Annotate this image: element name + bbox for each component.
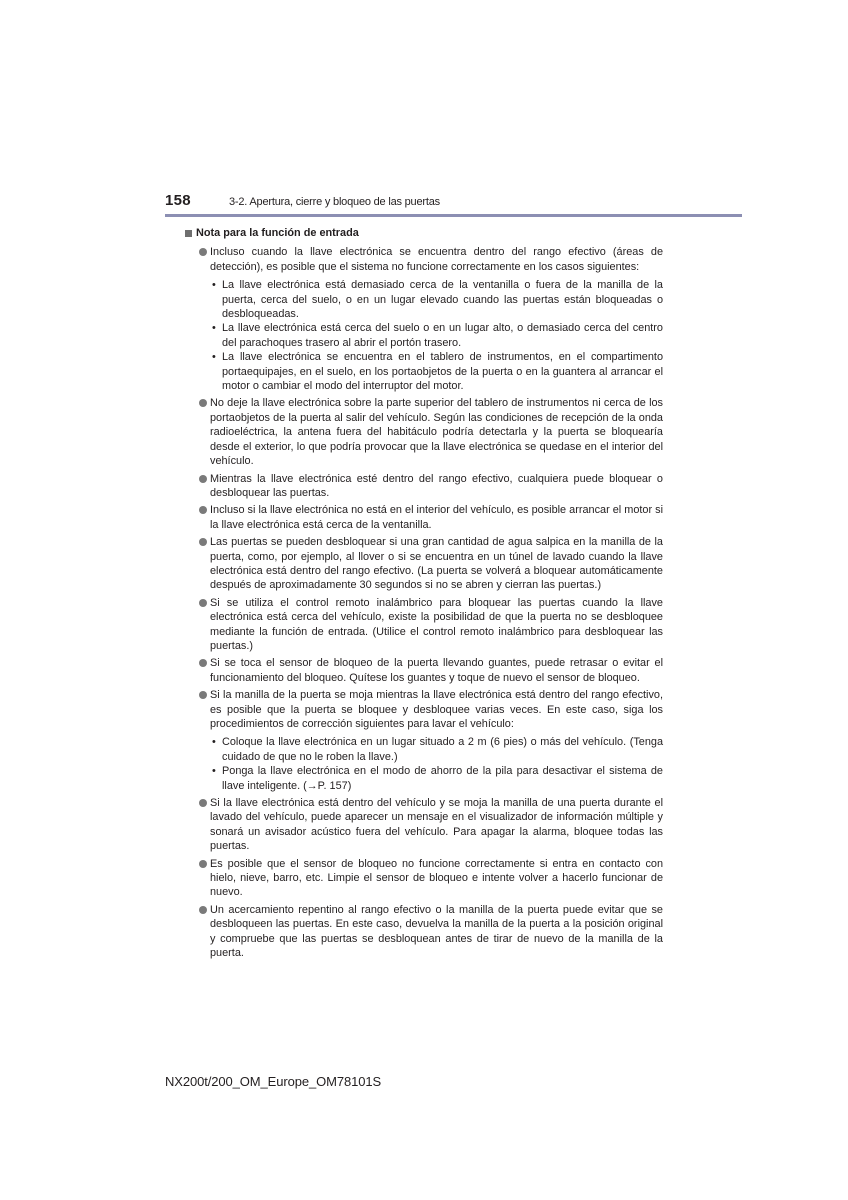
list-item: [185, 656, 663, 685]
list-item-text: Es posible que el sensor de bloqueo no funcione correctamente si entra en contacto con hielo, nieve, barro, etc. Limpie el sensor de bloqueo e intente volver a hacerlo funcionar de nuevo.: [210, 857, 663, 899]
round-bullet-icon: [199, 248, 207, 256]
dot-bullet-icon: •: [212, 765, 216, 778]
round-bullet-icon: [199, 506, 207, 514]
round-bullet-icon: [199, 475, 207, 483]
page-footer: NX200t/200_OM_Europe_OM78101S: [165, 1074, 382, 1089]
round-bullet-icon: [199, 906, 207, 914]
header-rule: [165, 214, 742, 217]
list-item-text: Incluso si la llave electrónica no está en el interior del vehículo, es posible arrancar el motor si la llave electrónica está cerca de la ventanilla.: [210, 504, 663, 531]
section-title: 3-2. Apertura, cierre y bloqueo de las puertas: [229, 196, 440, 208]
round-bullet-icon: [199, 659, 207, 667]
list-item-text: Las puertas se pueden desbloquear si una gran cantidad de agua salpica en la manilla de la puerta, como, por ejemplo, al llover o si se encuentra en un túnel de lavado cuando la llave electrónica está dentro del rango efectivo. (La puerta se volverá a bloquear automáticamente después de aproximadamente 30 segundos si no se abren y cierran las puertas.): [210, 536, 663, 592]
section-heading: [185, 226, 663, 240]
list-item-text: Si la manilla de la puerta se moja mientras la llave electrónica está dentro del rango efectivo, es posible que la puerta se bloquee y desbloquee varias veces. En este caso, siga los procedimientos de corrección siguientes para lavar el vehículo:: [210, 689, 663, 730]
sub-list-item-text: La llave electrónica se encuentra en el tablero de instrumentos, en el compartimento portaequipajes, en el suelo, en los portaobjetos de la puerta o en la guantera al arrancar el motor o cambiar el modo del interruptor del motor.: [222, 351, 663, 393]
list-item: [185, 503, 663, 532]
round-bullet-icon: [199, 799, 207, 807]
sub-list-item-text: La llave electrónica está demasiado cerca de la ventanilla o fuera de la manilla de la puerta, cerca del suelo, o en un lugar elevado cuando las puertas están bloqueadas o desbloqueadas.: [222, 279, 663, 321]
round-bullet-icon: [199, 399, 207, 407]
list-item-text: Mientras la llave electrónica esté dentro del rango efectivo, cualquiera puede bloquear o desbloquear las puertas.: [210, 472, 663, 499]
list-item-text: Si la llave electrónica está dentro del vehículo y se moja la manilla de una puerta durante el lavado del vehículo, puede aparecer un mensaje en el visualizador de información múltiple y sonará un avisador acústico fuera del vehículo. Para apagar la alarma, bloquee todas las puertas.: [210, 797, 663, 853]
list-item: [185, 903, 663, 961]
round-bullet-icon: [199, 860, 207, 868]
dot-bullet-icon: •: [212, 322, 216, 335]
sub-list-item-text: Ponga la llave electrónica en el modo de ahorro de la pila para desactivar el sistema de llave inteligente. (→P. 157): [222, 765, 663, 792]
list-item: [185, 472, 663, 501]
page-number: 158: [165, 192, 191, 209]
list-item-text: No deje la llave electrónica sobre la parte superior del tablero de instrumentos ni cerca de los portaobjetos de la puerta al salir del vehículo. Según las condiciones de recepción de la onda radioeléctrica, la antena fuera del habitáculo podría detectarla y la puerta se bloquearía desde el exterior, lo que podría provocar que la llave electrónica se quedase en el interior del vehículo.: [210, 397, 663, 468]
list-item: [185, 535, 663, 593]
section-heading-text: Nota para la función de entrada: [196, 227, 359, 239]
list-item: [185, 245, 663, 393]
page-header: [0, 188, 848, 224]
list-item-text: Incluso cuando la llave electrónica se encuentra dentro del rango efectivo (áreas de detección), es posible que el sistema no funcione correctamente en los casos siguientes:: [210, 246, 663, 273]
list-item-text: Si se utiliza el control remoto inalámbrico para bloquear las puertas cuando la llave electrónica está cerca del vehículo, existe la posibilidad de que la puerta no se desbloquee mediante la función de entrada. (Utilice el control remoto inalámbrico para desbloquear las puertas.): [210, 596, 663, 652]
dot-bullet-icon: •: [212, 351, 216, 364]
sub-list-item-text: Coloque la llave electrónica en un lugar situado a 2 m (6 pies) o más del vehículo. (Tenga cuidado de que no le roben la llave.): [222, 736, 663, 763]
list-item-text: Si se toca el sensor de bloqueo de la puerta llevando guantes, puede retrasar o evitar el funcionamiento del bloqueo. Quítese los guantes y toque de nuevo el sensor de bloqueo.: [210, 657, 663, 684]
sub-list-item: [210, 321, 663, 350]
dot-bullet-icon: •: [212, 736, 216, 749]
round-bullet-icon: [199, 538, 207, 546]
sub-list-item: [210, 764, 663, 793]
list-item: [185, 396, 663, 468]
list-item-text: Un acercamiento repentino al rango efectivo o la manilla de la puerta puede evitar que se desbloqueen las puertas. En este caso, devuelva la manilla de la puerta a la posición original y compruebe que las puertas se desbloquean antes de tirar de nuevo de la manilla de la puerta.: [210, 903, 663, 960]
square-bullet-icon: [185, 230, 192, 237]
sub-list: [210, 735, 663, 793]
sub-list-item: [210, 278, 663, 321]
sub-list-item-text: La llave electrónica está cerca del suelo o en un lugar alto, o demasiado cerca del centro del parachoques trasero al abrir el portón trasero.: [222, 322, 663, 349]
list-item: [185, 596, 663, 654]
sub-list-item: [210, 350, 663, 393]
list-item: [185, 688, 663, 793]
list-item: [185, 796, 663, 854]
round-bullet-icon: [199, 691, 207, 699]
note-section: [185, 224, 663, 964]
list-item: [185, 857, 663, 900]
dot-bullet-icon: •: [212, 279, 216, 292]
round-bullet-icon: [199, 599, 207, 607]
sub-list: [210, 278, 663, 393]
sub-list-item: [210, 735, 663, 764]
